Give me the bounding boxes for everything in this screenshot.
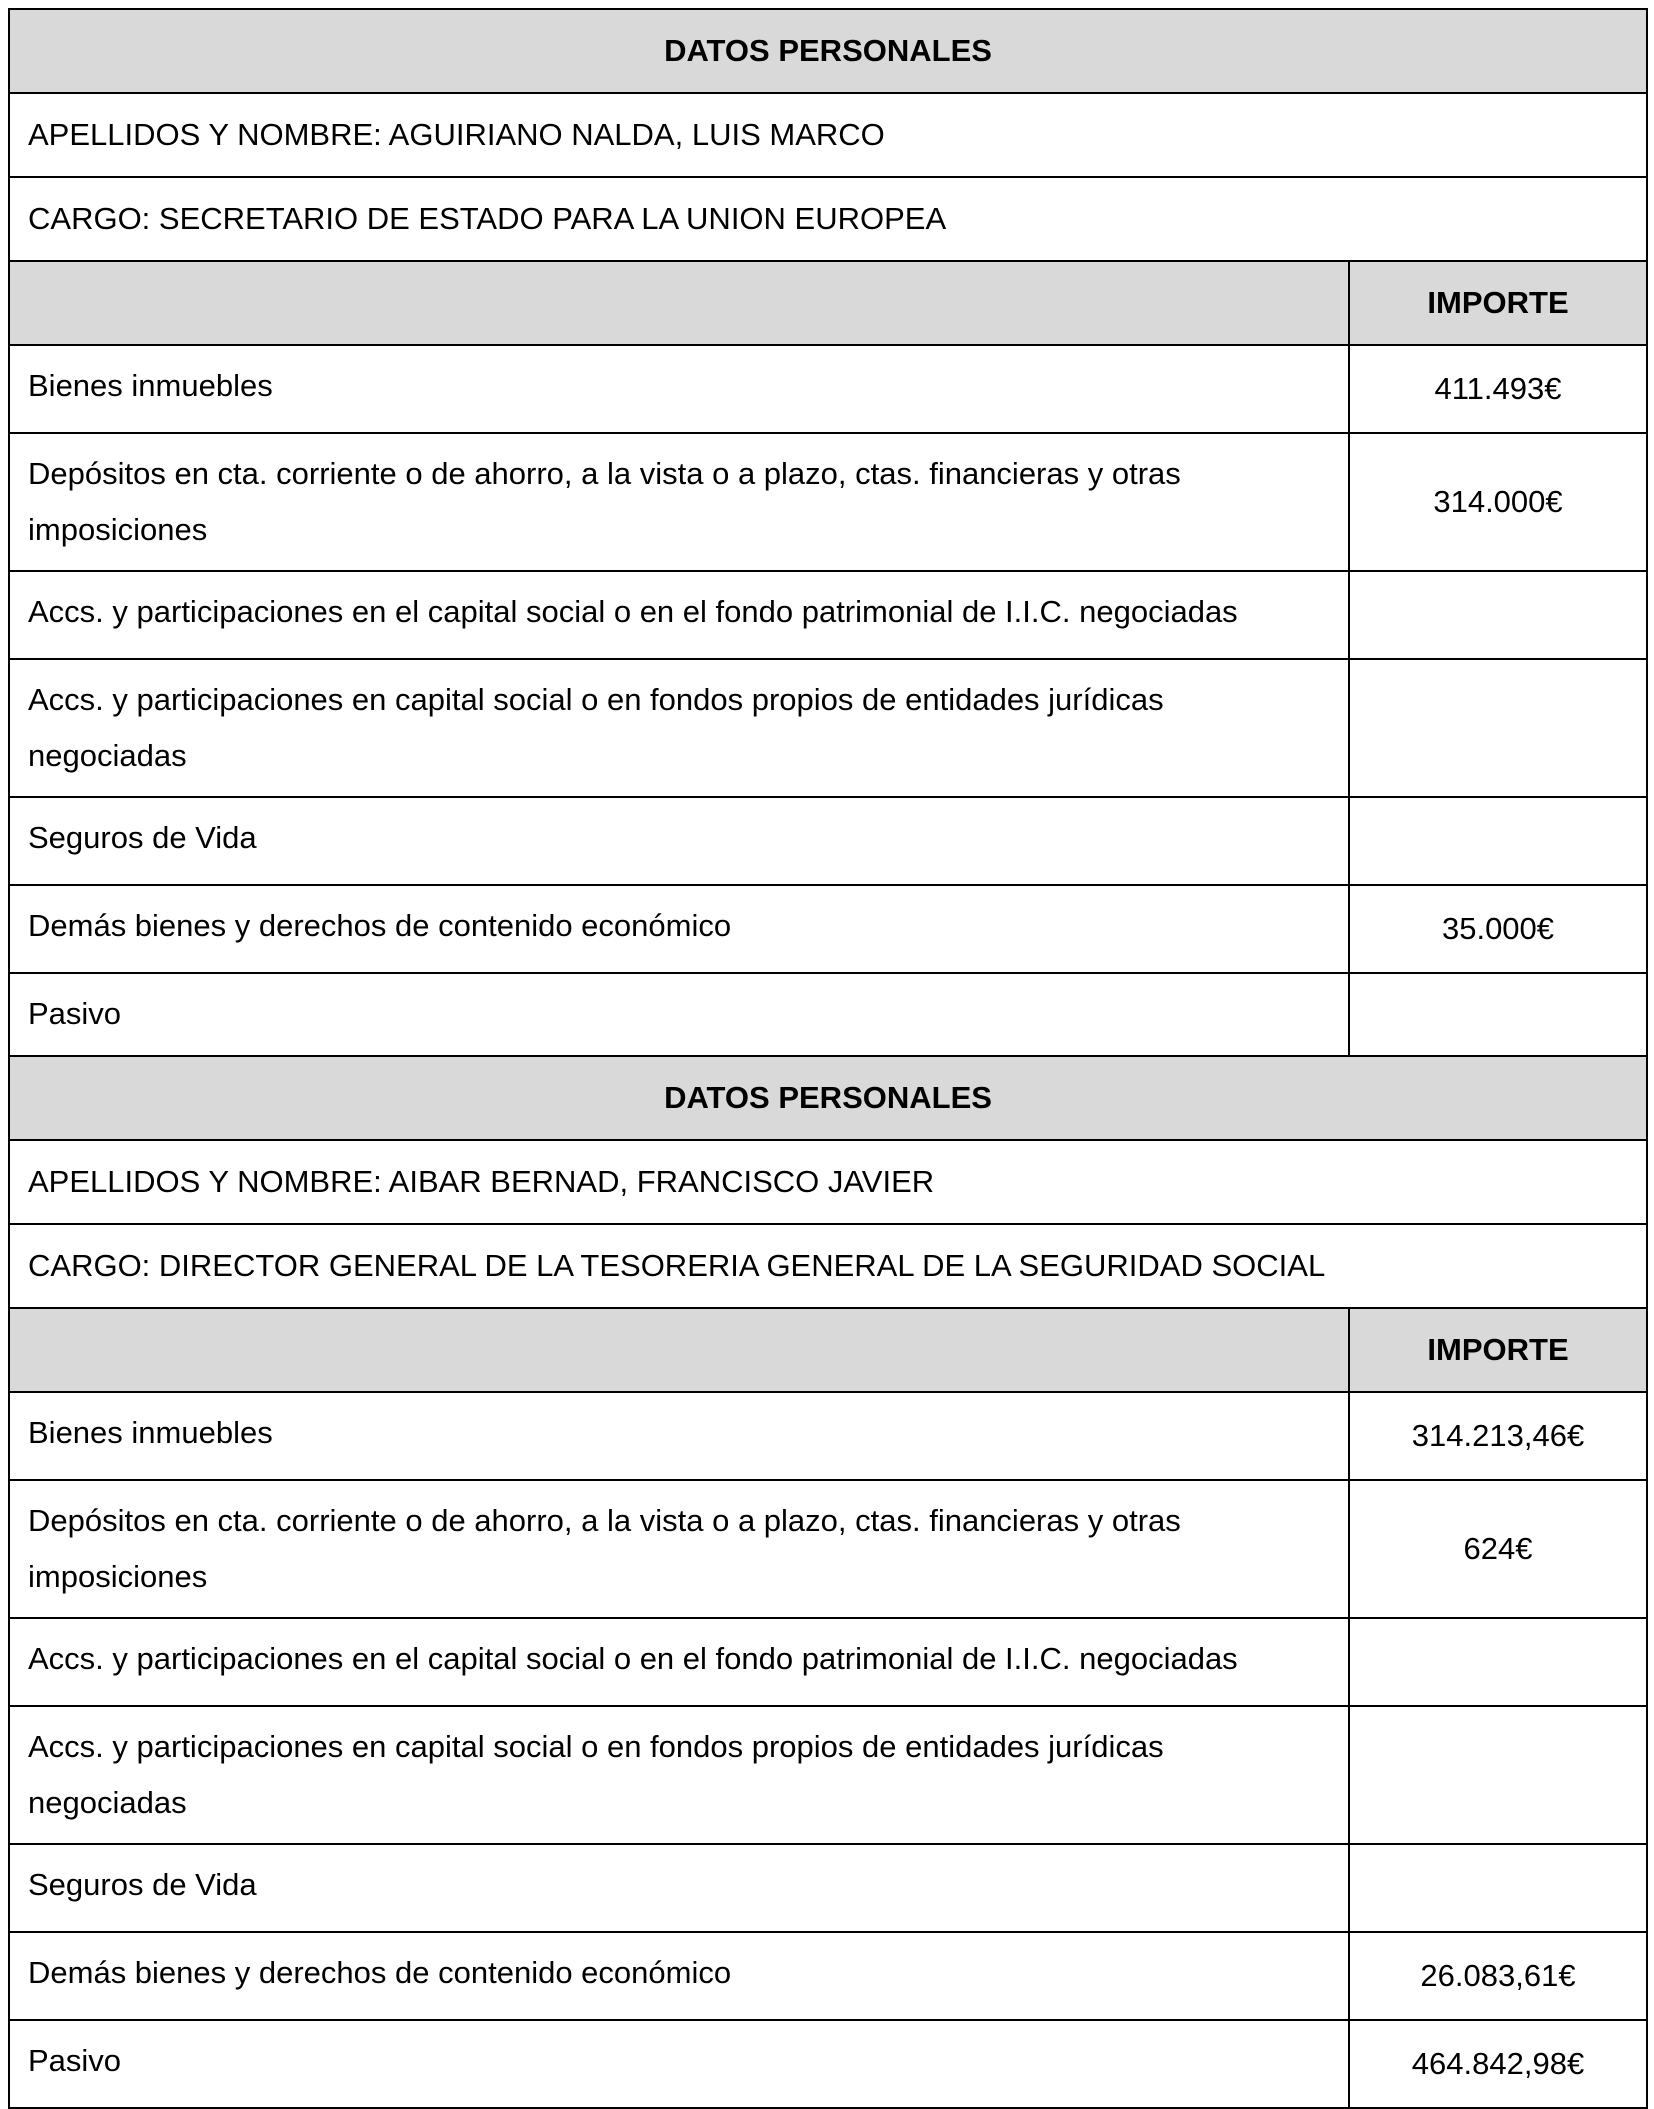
row-label: Demás bienes y derechos de contenido económico bbox=[9, 885, 1349, 973]
row-amount bbox=[1349, 973, 1647, 1061]
table-row bbox=[9, 571, 1647, 659]
row-label: Accs. y participaciones en el capital social o en el fondo patrimonial de I.I.C. negociadas bbox=[9, 571, 1349, 659]
row-amount: 314.213,46€ bbox=[1349, 1392, 1647, 1480]
row-amount bbox=[1349, 571, 1647, 659]
row-amount bbox=[1349, 797, 1647, 885]
table-row bbox=[9, 2020, 1647, 2108]
table-row bbox=[9, 1618, 1647, 1706]
row-amount bbox=[1349, 1844, 1647, 1932]
table-row bbox=[9, 885, 1647, 973]
table-row bbox=[9, 973, 1647, 1061]
row-label: Accs. y participaciones en capital social o en fondos propios de entidades jurídicas negociadas bbox=[9, 659, 1349, 797]
amount-header: IMPORTE bbox=[1349, 261, 1647, 345]
row-amount: 624€ bbox=[1349, 1480, 1647, 1618]
declaration-table bbox=[8, 1055, 1648, 2109]
post-line: CARGO: DIRECTOR GENERAL DE LA TESORERIA GENERAL DE LA SEGURIDAD SOCIAL bbox=[9, 1224, 1647, 1308]
row-label: Depósitos en cta. corriente o de ahorro, a la vista o a plazo, ctas. financieras y otras imposiciones bbox=[9, 1480, 1349, 1618]
row-label: Depósitos en cta. corriente o de ahorro, a la vista o a plazo, ctas. financieras y otras imposiciones bbox=[9, 433, 1349, 571]
post-line: CARGO: SECRETARIO DE ESTADO PARA LA UNION EUROPEA bbox=[9, 177, 1647, 261]
row-amount: 26.083,61€ bbox=[1349, 1932, 1647, 2020]
row-label: Bienes inmuebles bbox=[9, 1392, 1349, 1480]
header-blank-cell bbox=[9, 261, 1349, 345]
row-label: Seguros de Vida bbox=[9, 1844, 1349, 1932]
row-amount bbox=[1349, 1618, 1647, 1706]
table-row bbox=[9, 1706, 1647, 1844]
table-row bbox=[9, 1844, 1647, 1932]
row-label: Bienes inmuebles bbox=[9, 345, 1349, 433]
row-label: Pasivo bbox=[9, 2020, 1349, 2108]
row-label: Accs. y participaciones en capital social o en fondos propios de entidades jurídicas negociadas bbox=[9, 1706, 1349, 1844]
declaration-block-1 bbox=[8, 8, 1646, 1062]
table-row bbox=[9, 345, 1647, 433]
table-row bbox=[9, 797, 1647, 885]
row-amount: 411.493€ bbox=[1349, 345, 1647, 433]
row-label: Seguros de Vida bbox=[9, 797, 1349, 885]
name-line: APELLIDOS Y NOMBRE: AGUIRIANO NALDA, LUIS MARCO bbox=[9, 93, 1647, 177]
row-label: Demás bienes y derechos de contenido económico bbox=[9, 1932, 1349, 2020]
table-row bbox=[9, 1480, 1647, 1618]
table-row bbox=[9, 1392, 1647, 1480]
row-amount bbox=[1349, 659, 1647, 797]
name-line: APELLIDOS Y NOMBRE: AIBAR BERNAD, FRANCISCO JAVIER bbox=[9, 1140, 1647, 1224]
row-label: Accs. y participaciones en el capital social o en el fondo patrimonial de I.I.C. negociadas bbox=[9, 1618, 1349, 1706]
declaration-table bbox=[8, 8, 1648, 1062]
row-amount: 464.842,98€ bbox=[1349, 2020, 1647, 2108]
row-amount: 35.000€ bbox=[1349, 885, 1647, 973]
header-blank-cell bbox=[9, 1308, 1349, 1392]
section-title: DATOS PERSONALES bbox=[9, 1056, 1647, 1140]
declaration-block-2 bbox=[8, 1055, 1646, 2109]
table-row bbox=[9, 433, 1647, 571]
section-title: DATOS PERSONALES bbox=[9, 9, 1647, 93]
amount-header: IMPORTE bbox=[1349, 1308, 1647, 1392]
table-row bbox=[9, 1932, 1647, 2020]
row-label: Pasivo bbox=[9, 973, 1349, 1061]
row-amount: 314.000€ bbox=[1349, 433, 1647, 571]
row-amount bbox=[1349, 1706, 1647, 1844]
table-row bbox=[9, 659, 1647, 797]
